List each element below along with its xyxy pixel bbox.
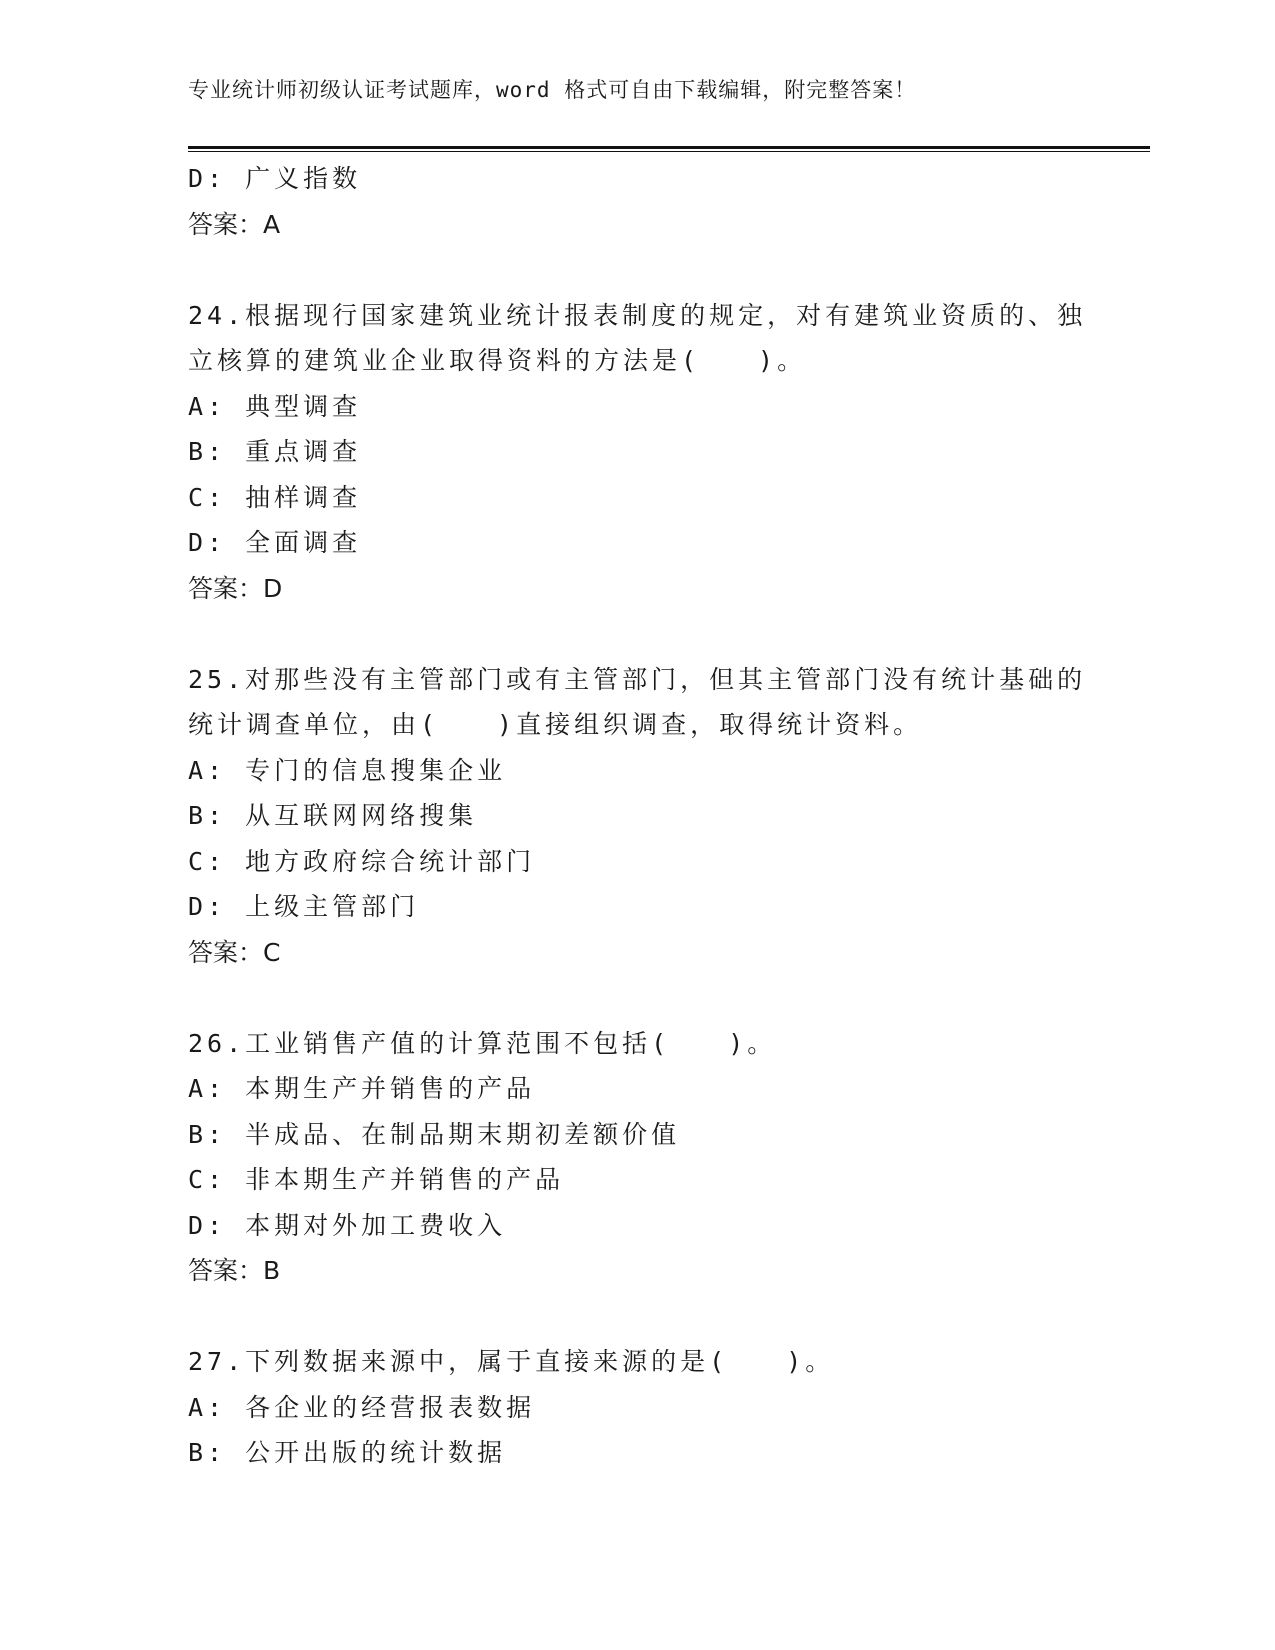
answer-label: 答案： xyxy=(188,937,264,967)
answer-label: 答案： xyxy=(188,1256,264,1285)
question-27 xyxy=(188,1339,1088,1476)
answer-label: 答案： xyxy=(188,209,264,239)
answer-line xyxy=(188,1248,1088,1294)
option-d: D: 本期对外加工费收入 xyxy=(188,1210,507,1240)
option-d: D: 上级主管部门 xyxy=(188,892,420,921)
spacer xyxy=(188,611,1088,657)
option-a: A: 专门的信息搜集企业 xyxy=(188,755,507,785)
answer-value: C xyxy=(263,937,282,967)
answer-value: B xyxy=(263,1256,282,1285)
question-stem: 立核算的建筑业企业取得资料的方法是( )。 xyxy=(188,346,807,375)
header-divider-thin xyxy=(188,151,1150,152)
answer-line xyxy=(188,566,1088,612)
option-d: D: 广义指数 xyxy=(188,164,362,193)
option-c: C: 抽样调查 xyxy=(188,482,362,512)
option-d: D: 全面调查 xyxy=(188,528,362,557)
option-b: B: 从互联网网络搜集 xyxy=(188,801,478,830)
option-b: B: 半成品、在制品期末期初差额价值 xyxy=(188,1119,681,1149)
option-a: A: 本期生产并销售的产品 xyxy=(188,1074,536,1103)
question-25 xyxy=(188,657,1088,976)
question-stem: 24.根据现行国家建筑业统计报表制度的规定，对有建筑业资质的、独 xyxy=(188,300,1087,330)
spacer xyxy=(188,975,1088,1021)
question-26 xyxy=(188,1021,1088,1294)
question-stem: 统计调查单位，由( )直接组织调查，取得统计资料。 xyxy=(188,710,923,739)
option-c: C: 非本期生产并销售的产品 xyxy=(188,1165,565,1194)
option-a: A: 各企业的经营报表数据 xyxy=(188,1392,536,1422)
answer-value: D xyxy=(263,573,284,603)
spacer xyxy=(188,247,1088,293)
page-header: 专业统计师初级认证考试题库，word 格式可自由下载编辑，附完整答案！ xyxy=(188,78,917,102)
answer-value: A xyxy=(263,209,282,239)
document-body xyxy=(188,156,1088,1476)
header-divider-thick xyxy=(188,146,1150,149)
answer-line xyxy=(188,202,1088,248)
answer-line xyxy=(188,930,1088,976)
option-b: B: 重点调查 xyxy=(188,437,362,466)
option-b: B: 公开出版的统计数据 xyxy=(188,1438,507,1467)
option-a: A: 典型调查 xyxy=(188,391,362,421)
question-stem: 26.工业销售产值的计算范围不包括( )。 xyxy=(188,1028,777,1058)
option-c: C: 地方政府综合统计部门 xyxy=(188,846,536,876)
spacer xyxy=(188,1294,1088,1340)
question-stem: 25.对那些没有主管部门或有主管部门，但其主管部门没有统计基础的 xyxy=(188,664,1087,694)
answer-label: 答案： xyxy=(188,573,264,603)
question-stem: 27.下列数据来源中，属于直接来源的是( )。 xyxy=(188,1347,835,1376)
question-24 xyxy=(188,293,1088,612)
